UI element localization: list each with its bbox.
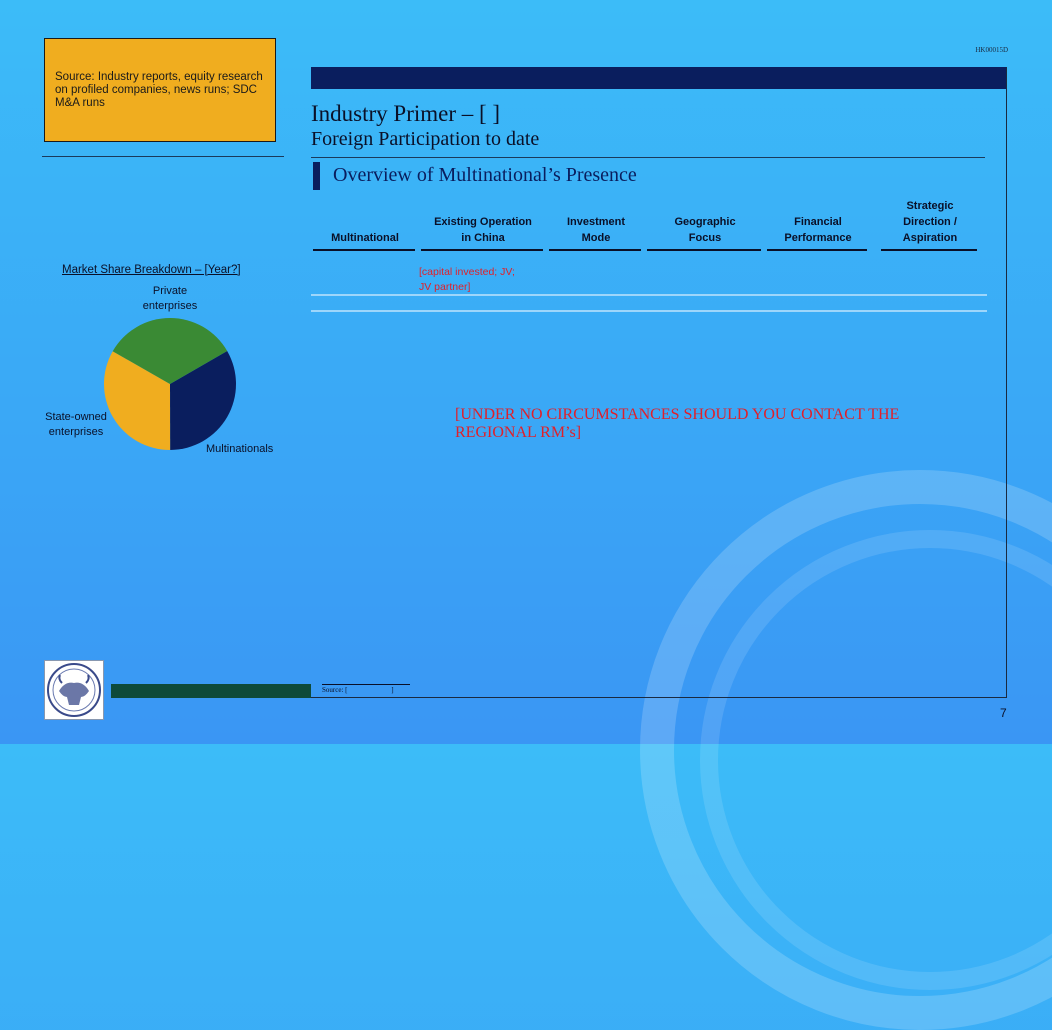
page-subtitle: Foreign Participation to date [311,128,540,150]
pie-label-state-owned: State-owned enterprises [45,411,107,438]
table-header-underline [767,249,867,251]
frame-right-line [1006,67,1007,698]
table-header-cell: Strategic Direction / Aspiration [902,200,958,244]
placeholder-line: JV partner] [419,281,471,293]
table-header-cell: Investment Mode [566,216,626,244]
bull-emblem-icon [44,660,104,720]
pie-label-multinationals: Multinationals [206,443,274,455]
source-note-text: Source: Industry reports, equity research on profiled companies, news runs; SDC M&A runs [55,71,263,109]
market-share-pie [100,314,240,454]
placeholder-line: [capital invested; JV; [419,266,515,278]
table-header-underline [421,249,543,251]
table-header-underline [549,249,641,251]
frame-bottom-line [311,697,1007,698]
section-marker [313,162,320,190]
table-row-divider [311,310,987,312]
header-bar [311,67,1007,89]
section-title: Overview of Multinational’s Presence [333,164,637,186]
table-header-underline [881,249,977,251]
table-header-underline [313,249,415,251]
table-header-underline [647,249,761,251]
left-divider [42,156,284,157]
source-underline [322,684,410,685]
table-header-cell: Financial Performance [784,216,852,244]
page-title: Industry Primer – [ ] [311,101,501,126]
existing-operation-placeholder [419,265,543,295]
footer-bar [111,684,311,698]
title-divider [311,157,985,158]
table-header-cell: Existing Operation in China [434,216,532,244]
table-row-divider [311,294,987,296]
pie-label-private: Private enterprises [142,285,198,312]
source-note-box [44,38,276,142]
page-number: 7 [1000,706,1007,720]
document-code: HK00015D [975,46,1008,54]
chart-title: Market Share Breakdown – [Year?] [62,264,241,276]
warning-note: [UNDER NO CIRCUMSTANCES SHOULD YOU CONTACT THE REGIONAL RM’s] [455,406,900,441]
table-header-cell: Multinational [331,232,399,244]
table-header-cell: Geographic Focus [674,216,736,244]
footer-source: Source: [ ] [322,686,394,694]
